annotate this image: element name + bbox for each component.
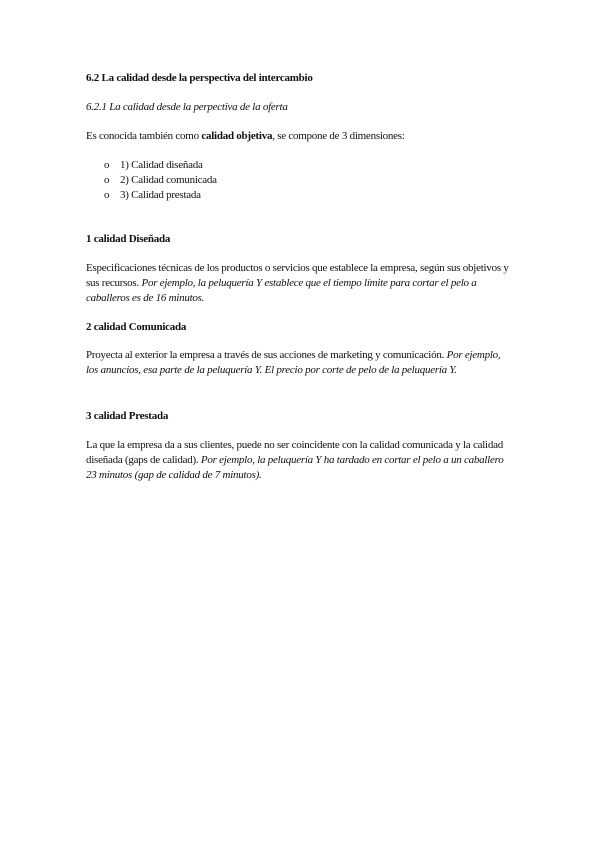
paragraph-text: Proyecta al exterior la empresa a través de sus acciones de marketing y comunicación. <box>86 349 447 361</box>
paragraph-delivered <box>86 438 514 483</box>
list-item-text: 1) Calidad diseñada <box>120 159 203 171</box>
paragraph-example: Por ejemplo, la peluquería Y ha tardado en cortar el pelo a un caballero 23 minutos (gap de calidad de 7 minutos). <box>86 454 504 481</box>
section-heading-communicated: 2 calidad Comunicada <box>86 321 187 333</box>
paragraph-example: Por ejemplo, la peluquería Y establece que el tiempo límite para cortar el pelo a caballeros es de 16 minutos. <box>86 277 477 304</box>
intro-text-after: , se compone de 3 dimensiones: <box>272 130 405 142</box>
list-item-text: 3) Calidad prestada <box>120 189 201 201</box>
paragraph-communicated <box>86 348 514 378</box>
paragraph-text: Especificaciones técnicas de los productos o servicios que establece la empresa, según sus objetivos y sus recursos. <box>86 262 509 289</box>
bullet-marker: o <box>104 174 110 186</box>
paragraph-designed <box>86 261 514 306</box>
paragraph-example: Por ejemplo, los anuncios, esa parte de la peluquería Y. El precio por corte de pelo de la peluquería Y. <box>86 349 501 376</box>
list-item-text: 2) Calidad comunicada <box>120 174 217 186</box>
section-heading-designed: 1 calidad Diseñada <box>86 233 171 245</box>
list-item <box>104 188 217 203</box>
section-heading-delivered: 3 calidad Prestada <box>86 410 169 422</box>
intro-paragraph <box>86 129 514 144</box>
bullet-marker: o <box>104 159 110 171</box>
intro-bold-term: calidad objetiva <box>201 130 273 142</box>
bullet-marker: o <box>104 189 110 201</box>
paragraph-text: La que la empresa da a sus clientes, puede no ser coincidente con la calidad comunicada y la calidad diseñada (gaps de calidad). <box>86 439 503 466</box>
dimensions-list <box>104 158 217 203</box>
section-title: 6.2 La calidad desde la perspectiva del intercambio <box>86 72 313 84</box>
list-item <box>104 173 217 188</box>
subsection-title: 6.2.1 La calidad desde la perpectiva de la oferta <box>86 101 288 113</box>
list-item <box>104 158 217 173</box>
intro-text-before: Es conocida también como <box>86 130 202 142</box>
